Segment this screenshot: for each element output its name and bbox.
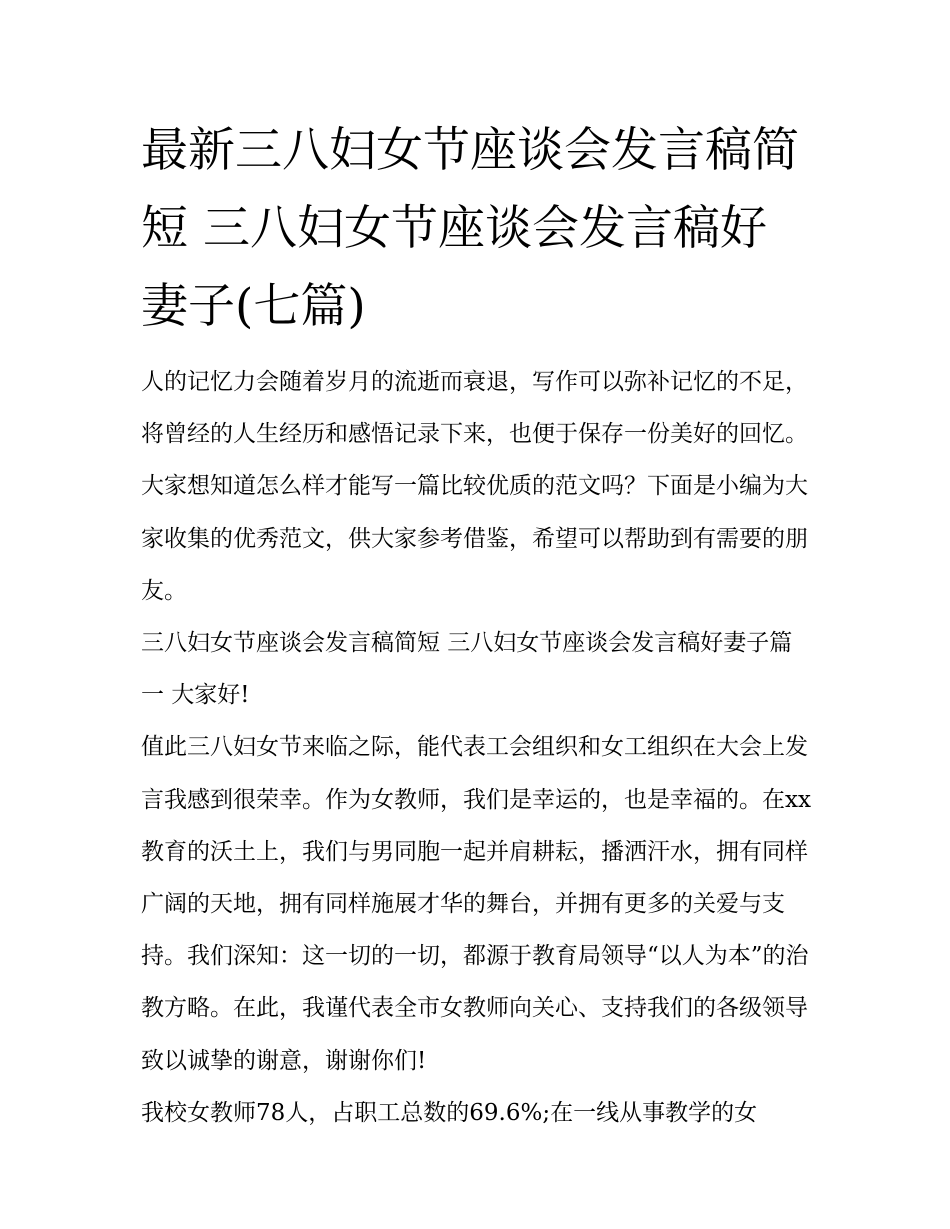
body-paragraph-continued: 我校女教师78人，占职工总数的69.6%;在一线从事教学的女 <box>141 1099 758 1126</box>
body-paragraph: 值此三八妇女节来临之际，能代表工会组织和女工组织在大会上发言我感到很荣幸。作为女教师，我们是幸运的，也是幸福的。在xx教育的沃土上，我们与男同胞一起并肩耕耘，播洒汗水，拥有同样广阔的天地，拥有同样施展才华的舞台，并拥有更多的关爱与支持。我们深知：这一切的一切，都源于教育局领导“以人为本”的治教方略。在此，我谨代表全市女教师向关心、支持我们的各级领导致以诚挚的谢意，谢谢你们! <box>141 734 811 1074</box>
document-title: 最新三八妇女节座谈会发言稿简短 三八妇女节座谈会发言稿好妻子(七篇) <box>141 123 799 334</box>
document-body <box>141 112 813 1139</box>
intro-paragraph: 人的记忆力会随着岁月的流逝而衰退，写作可以弥补记忆的不足，将曾经的人生经历和感悟记录下来，也便于保存一份美好的回忆。大家想知道怎么样才能写一篇比较优质的范文吗？下面是小编为大家收集的优秀范文，供大家参考借鉴，希望可以帮助到有需要的朋友。 <box>141 369 808 604</box>
section-heading-paragraph: 三八妇女节座谈会发言稿简短 三八妇女节座谈会发言稿好妻子篇一 大家好! <box>141 630 793 709</box>
